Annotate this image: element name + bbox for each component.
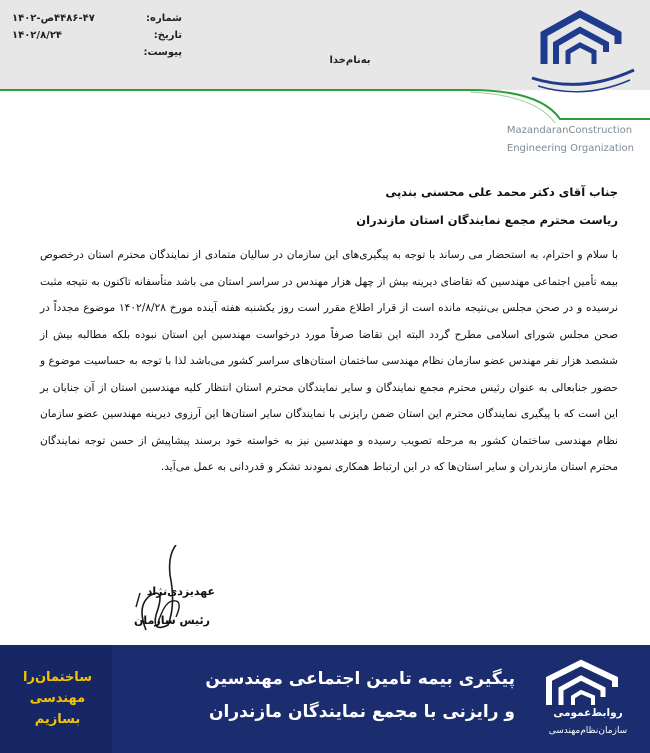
news-banner xyxy=(0,645,650,753)
organization-name-en: MazandaranConstruction Engineering Organization xyxy=(506,125,634,154)
letter-meta xyxy=(12,10,182,61)
bismillah: به‌نام‌خدا xyxy=(329,55,371,66)
pr-logo-label: روابط‌عمومی xyxy=(553,707,623,719)
meta-attachment xyxy=(12,44,182,61)
organization-logo-icon xyxy=(522,8,642,98)
date-value: ۱۴۰۲/۸/۲۴ xyxy=(12,30,63,41)
date-label: تاریخ: xyxy=(153,30,182,41)
meta-date xyxy=(12,27,182,44)
pr-logo-sublabel: سازمان‌نظام‌مهندسی xyxy=(548,726,628,736)
recipient-name: جناب آقای دکتر محمد علی محسنی بندپی xyxy=(385,185,618,199)
meta-number xyxy=(12,10,182,27)
slogan-panel xyxy=(0,645,112,753)
number-label: شماره: xyxy=(146,13,182,24)
recipient-title: ریاست محترم مجمع نمایندگان استان مازندران xyxy=(356,213,618,227)
news-headline: پیگیری بیمه تامین اجتماعی مهندسین و رایزنی با مجمع نمایندگان مازندران xyxy=(205,669,515,722)
signer-name: عهدیزدی‌نژاد xyxy=(146,585,215,598)
signer-title: رئیس سازمان xyxy=(134,614,210,627)
recipient-block xyxy=(58,178,618,234)
number-value: ۴۴۸۶-۴۷ص-۱۴۰۲ xyxy=(12,13,95,24)
letter-body: با سلام و احترام، به استحضار می رساند با توجه به پیگیری‌های این سازمان در سالیان متمادی از نمایندگان محترم استان درخصوص بیمه تأمین اجتماعی مهندسین که تقاضای دیرینه بیش از چهل هزار مهندس در سراسر استان می باشد متأسفانه تاکنون به نتیجه مثبت نرسیده و در صحن مجلس بی‌نتیجه مانده است از قرار اطلاع مقرر است روز یکشنبه هفته آینده مورخ ۱۴۰۲/۸/۲۸ موضوع مجدداً در صحن مجلس شورای اسلامی مطرح گردد البته این تقاضا صرفاً مورد درخواست مهندسین این استان نبوده بلکه مطالبه بیش از ششصد هزار نفر مهندس عضو سازمان نظام مهندسی ساختمان استان‌های سراسر کشور می‌باشد لذا با توجه به حساسیت موضوع و حضور جنابعالی به عنوان رئیس محترم مجمع نمایندگان و سایر نمایندگان محترم استان انتظار کلیه مهندسین استان از آن جنابان بر این است که با پیگیری نمایندگان محترم این استان ضمن رایزنی با نمایندگان سایر استان‌ها این آرزوی دیرینه مهندسین عضو سازمان نظام مهندسی ساختمان کشور به مرحله تصویب رسیده و مهندسین نیز به خواسته خود برسند پیشاپیش از حسن توجه نمایندگان محترم استان مازندران و سایر استان‌ها که در این ارتباط همکاری نمودند تشکر و قدردانی به عمل می‌آید. xyxy=(40,249,619,473)
slogan: ساختمان‌را مهندسی بسازیم xyxy=(23,670,92,727)
attachment-label: پیوست: xyxy=(143,47,182,58)
